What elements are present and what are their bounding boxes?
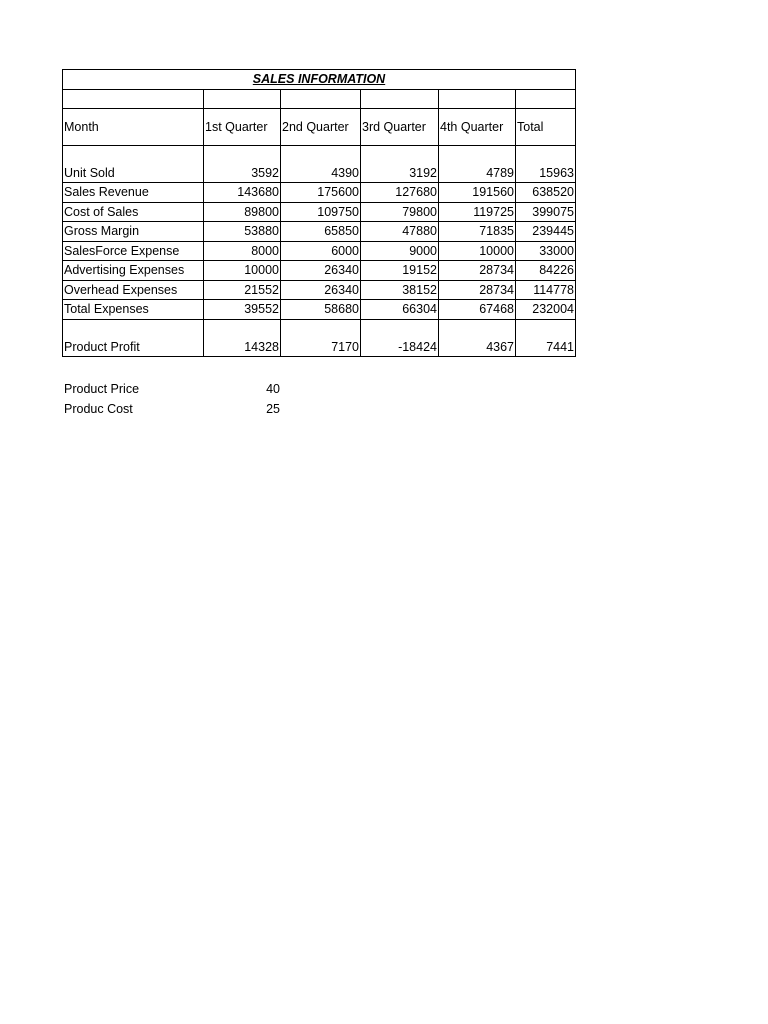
cell[interactable]: 7170 bbox=[281, 319, 361, 356]
cell[interactable] bbox=[361, 89, 439, 109]
cost-row bbox=[62, 400, 280, 420]
cell[interactable]: 4390 bbox=[281, 146, 361, 183]
row-label[interactable]: Product Profit bbox=[63, 319, 204, 356]
cell[interactable]: 14328 bbox=[204, 319, 281, 356]
cell[interactable]: 39552 bbox=[204, 300, 281, 320]
cell[interactable]: -18424 bbox=[361, 319, 439, 356]
cell[interactable]: 26340 bbox=[281, 261, 361, 281]
cell[interactable]: 7441 bbox=[516, 319, 576, 356]
header-cell-q4[interactable]: 4th Quarter bbox=[439, 109, 516, 146]
cell[interactable]: 53880 bbox=[204, 222, 281, 242]
cell[interactable]: 232004 bbox=[516, 300, 576, 320]
header-cell-q3[interactable]: 3rd Quarter bbox=[361, 109, 439, 146]
cell[interactable] bbox=[204, 89, 281, 109]
header-cell-q1[interactable]: 1st Quarter bbox=[204, 109, 281, 146]
cell[interactable]: 10000 bbox=[439, 241, 516, 261]
cell[interactable]: 239445 bbox=[516, 222, 576, 242]
header-cell-month[interactable]: Month bbox=[63, 109, 204, 146]
cell[interactable]: 9000 bbox=[361, 241, 439, 261]
cell[interactable]: 638520 bbox=[516, 183, 576, 203]
cell[interactable]: 33000 bbox=[516, 241, 576, 261]
profit-row bbox=[63, 319, 576, 356]
blank-row bbox=[63, 89, 576, 109]
cell[interactable]: 10000 bbox=[204, 261, 281, 281]
cell[interactable]: 3592 bbox=[204, 146, 281, 183]
header-cell-q2[interactable]: 2nd Quarter bbox=[281, 109, 361, 146]
cell[interactable]: 47880 bbox=[361, 222, 439, 242]
cell[interactable]: 191560 bbox=[439, 183, 516, 203]
cell[interactable]: 15963 bbox=[516, 146, 576, 183]
table-row bbox=[63, 261, 576, 281]
cell[interactable]: 67468 bbox=[439, 300, 516, 320]
price-label[interactable]: Product Price bbox=[64, 382, 140, 396]
row-label[interactable]: SalesForce Expense bbox=[63, 241, 204, 261]
cell[interactable]: 38152 bbox=[361, 280, 439, 300]
cell[interactable]: 28734 bbox=[439, 261, 516, 281]
row-label[interactable]: Gross Margin bbox=[63, 222, 204, 242]
cell[interactable]: 143680 bbox=[204, 183, 281, 203]
row-label[interactable]: Advertising Expenses bbox=[63, 261, 204, 281]
table-row bbox=[63, 146, 576, 183]
row-label[interactable]: Unit Sold bbox=[63, 146, 204, 183]
cell[interactable]: 4789 bbox=[439, 146, 516, 183]
cell[interactable]: 399075 bbox=[516, 202, 576, 222]
cell[interactable]: 71835 bbox=[439, 222, 516, 242]
cell[interactable]: 19152 bbox=[361, 261, 439, 281]
cell[interactable]: 109750 bbox=[281, 202, 361, 222]
row-label[interactable]: Total Expenses bbox=[63, 300, 204, 320]
cell[interactable]: 114778 bbox=[516, 280, 576, 300]
cell[interactable] bbox=[516, 89, 576, 109]
cell[interactable]: 65850 bbox=[281, 222, 361, 242]
table-row bbox=[63, 300, 576, 320]
table-row bbox=[63, 280, 576, 300]
sales-table bbox=[62, 69, 576, 357]
cost-value[interactable]: 25 bbox=[266, 401, 280, 416]
cell[interactable]: 3192 bbox=[361, 146, 439, 183]
price-value[interactable]: 40 bbox=[266, 382, 280, 396]
cell[interactable]: 21552 bbox=[204, 280, 281, 300]
cell[interactable] bbox=[439, 89, 516, 109]
table-row bbox=[63, 241, 576, 261]
cell[interactable]: 119725 bbox=[439, 202, 516, 222]
price-row bbox=[62, 380, 280, 400]
cell[interactable]: 127680 bbox=[361, 183, 439, 203]
cell[interactable]: 66304 bbox=[361, 300, 439, 320]
cell[interactable]: 4367 bbox=[439, 319, 516, 356]
cell[interactable] bbox=[281, 89, 361, 109]
cell[interactable]: 8000 bbox=[204, 241, 281, 261]
cell[interactable]: 89800 bbox=[204, 202, 281, 222]
table-row bbox=[63, 183, 576, 203]
cost-label[interactable]: Produc Cost bbox=[64, 401, 133, 416]
cell[interactable]: 175600 bbox=[281, 183, 361, 203]
row-label[interactable]: Sales Revenue bbox=[63, 183, 204, 203]
cell[interactable] bbox=[63, 89, 204, 109]
cell[interactable]: 79800 bbox=[361, 202, 439, 222]
header-cell-total[interactable]: Total bbox=[516, 109, 576, 146]
cell[interactable]: 6000 bbox=[281, 241, 361, 261]
row-label[interactable]: Cost of Sales bbox=[63, 202, 204, 222]
title-row bbox=[63, 70, 576, 90]
cell[interactable]: 84226 bbox=[516, 261, 576, 281]
price-cost-block bbox=[62, 380, 280, 419]
sheet-title[interactable]: SALES INFORMATION bbox=[63, 70, 576, 90]
table-row bbox=[63, 222, 576, 242]
cell[interactable]: 26340 bbox=[281, 280, 361, 300]
row-label[interactable]: Overhead Expenses bbox=[63, 280, 204, 300]
header-row bbox=[63, 109, 576, 146]
table-row bbox=[63, 202, 576, 222]
cell[interactable]: 58680 bbox=[281, 300, 361, 320]
cell[interactable]: 28734 bbox=[439, 280, 516, 300]
